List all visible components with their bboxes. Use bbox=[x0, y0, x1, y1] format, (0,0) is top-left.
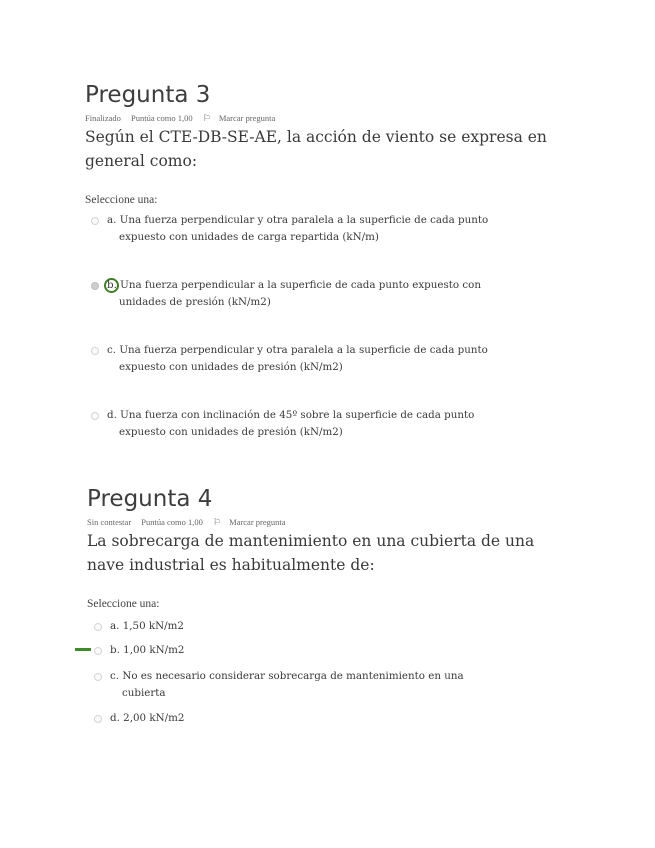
question-text-line: La sobrecarga de mantenimiento en una cubierta de una bbox=[87, 532, 535, 550]
question-text bbox=[87, 529, 534, 577]
option-text: 1,50 kN/m2 bbox=[122, 620, 184, 632]
current-answer-marker bbox=[75, 648, 91, 651]
question-text-line: nave industrial es habitualmente de: bbox=[87, 556, 375, 574]
option-letter: c. bbox=[110, 670, 120, 682]
radio-button[interactable] bbox=[91, 217, 99, 225]
flag-icon: ⚐ bbox=[213, 517, 222, 527]
radio-button[interactable] bbox=[94, 647, 102, 655]
flag-question-label: Marcar pregunta bbox=[218, 113, 276, 123]
select-one-label: Seleccione una: bbox=[85, 194, 158, 206]
option-letter: d. bbox=[110, 712, 120, 724]
option-letter: a. bbox=[107, 214, 117, 226]
option-text-continued: expuesto con unidades de carga repartida (kN/m) bbox=[119, 231, 379, 243]
option-text: 2,00 kN/m2 bbox=[123, 712, 185, 724]
radio-button[interactable] bbox=[94, 715, 102, 723]
option-text: Una fuerza perpendicular y otra paralela a la superficie de cada punto bbox=[119, 214, 489, 226]
radio-button[interactable] bbox=[91, 347, 99, 355]
radio-button[interactable] bbox=[91, 412, 99, 420]
question-score: Puntúa como 1,00 bbox=[141, 517, 203, 527]
option-text-continued: unidades de presión (kN/m2) bbox=[119, 296, 271, 308]
question-score: Puntúa como 1,00 bbox=[131, 113, 193, 123]
option-text: Una fuerza perpendicular y otra paralela a la superficie de cada punto bbox=[119, 344, 488, 356]
option-text-continued: cubierta bbox=[122, 687, 166, 699]
radio-button[interactable] bbox=[94, 623, 102, 631]
radio-button-selected[interactable] bbox=[91, 282, 99, 290]
question-info bbox=[87, 517, 302, 528]
flag-icon: ⚐ bbox=[202, 113, 211, 123]
question-text bbox=[85, 125, 547, 173]
option-letter: b. bbox=[110, 644, 120, 656]
option-text-continued: expuesto con unidades de presión (kN/m2) bbox=[119, 426, 343, 438]
option-text-continued: expuesto con unidades de presión (kN/m2) bbox=[119, 361, 343, 373]
question-text-line: Según el CTE-DB-SE-AE, la acción de viento se expresa en bbox=[85, 128, 547, 146]
option-letter: b. bbox=[107, 279, 117, 291]
select-one-label: Seleccione una: bbox=[87, 598, 160, 610]
question-status: Sin contestar bbox=[87, 517, 132, 527]
flag-question-label: Marcar pregunta bbox=[229, 517, 286, 527]
flag-question-link[interactable] bbox=[203, 113, 283, 123]
option-text: Una fuerza perpendicular a la superficie de cada punto expuesto con bbox=[120, 279, 481, 291]
option-text: 1,00 kN/m2 bbox=[123, 644, 185, 656]
option-letter: c. bbox=[107, 344, 117, 356]
option-text: Una fuerza con inclinación de 45º sobre la superficie de cada punto bbox=[120, 409, 475, 421]
question-text-line: general como: bbox=[85, 152, 198, 170]
option-letter: d. bbox=[107, 409, 117, 421]
flag-question-link[interactable] bbox=[213, 517, 293, 527]
question-info bbox=[85, 113, 291, 124]
question-title: Pregunta 4 bbox=[87, 486, 213, 512]
option-text: No es necesario considerar sobrecarga de mantenimiento en una bbox=[122, 670, 464, 682]
option-letter: a. bbox=[110, 620, 120, 632]
question-status: Finalizado bbox=[85, 113, 121, 123]
question-title: Pregunta 3 bbox=[85, 82, 211, 108]
radio-button[interactable] bbox=[94, 673, 102, 681]
